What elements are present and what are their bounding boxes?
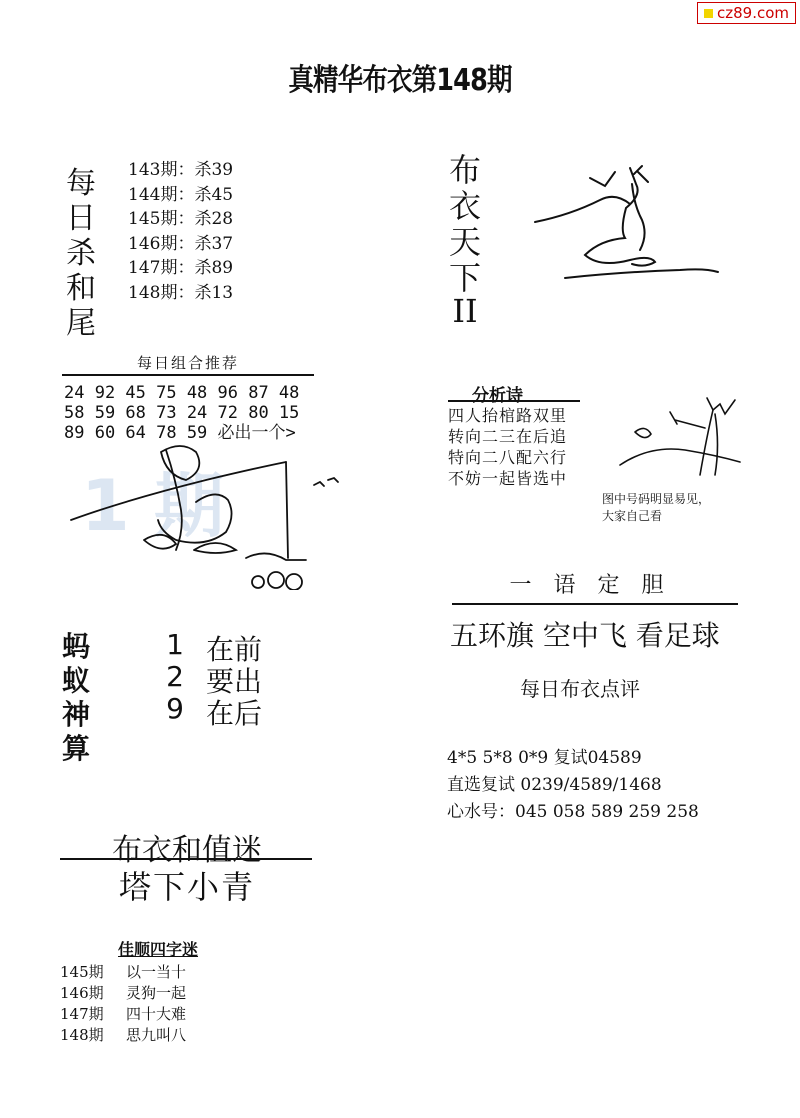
kill-row: 143期：杀39 <box>128 160 234 180</box>
poem-line: 特向二八配六行 <box>448 448 568 467</box>
watermark-text: cz89.com <box>716 4 789 22</box>
site-watermark <box>697 2 796 24</box>
kill-row: 147期：杀89 <box>128 258 234 278</box>
bird-branch-illustration <box>530 160 730 295</box>
combo-row: 24 92 45 75 48 96 87 48 <box>64 383 300 403</box>
daily-kill-heading: 每日杀和尾 <box>66 166 96 341</box>
watermark-square-icon <box>704 9 713 18</box>
ant-calc-heading: 蚂蚁神算 <box>62 630 91 765</box>
poem-line: 四人抬棺路双里 <box>448 406 568 425</box>
buyi-tianxia-heading: 布衣天下 <box>448 151 481 297</box>
four-char-row: 146期 灵狗一起 <box>60 984 187 1002</box>
kill-row: 148期：杀13 <box>128 282 234 303</box>
ant-calc-row: 2 要出 <box>166 660 263 698</box>
four-char-row: 148期 思九叫八 <box>60 1026 187 1044</box>
poem-divider <box>448 400 580 402</box>
four-char-row: 147期 四十大难 <box>60 1005 187 1023</box>
one-phrase-answer: 五环旗 空中飞 看足球 <box>450 619 720 652</box>
buyi-tianxia-block <box>448 151 482 330</box>
riddle-title: 布衣和值迷 <box>112 833 262 868</box>
one-phrase-heading: 一语定胆 <box>509 573 686 598</box>
daily-combo-numbers <box>64 383 299 443</box>
riddle-divider <box>60 858 312 860</box>
poem-line: 转向二三在后追 <box>448 427 568 446</box>
kill-row: 146期：杀37 <box>128 233 234 254</box>
kill-row: 145期：杀28 <box>128 209 234 229</box>
daily-combo-heading: 每日组合推荐 <box>62 352 314 376</box>
analysis-poem-heading: 分析诗 <box>472 386 523 406</box>
four-char-row: 145期 以一当十 <box>60 963 187 981</box>
review-line: 4*5 5*8 0*9 复试04589 <box>447 748 642 768</box>
daily-kill-list <box>128 158 233 305</box>
four-char-list <box>60 962 186 1046</box>
buyi-tianxia-numeral: II <box>452 292 478 330</box>
poem-line: 不妨一起皆选中 <box>448 469 568 488</box>
combo-row: 58 59 68 73 24 72 80 15 <box>64 403 300 423</box>
poem-note: 图中号码明显易见， 大家自己看 <box>602 492 711 523</box>
combo-row: 89 60 64 78 59 必出一个> <box>64 423 296 443</box>
daily-review-codes <box>447 745 699 826</box>
ant-calc-row: 1 在前 <box>166 628 263 666</box>
review-line: 直选复试 0239/4589/1468 <box>447 775 662 795</box>
ant-calc-row: 9 在后 <box>166 692 263 730</box>
one-phrase-divider <box>452 603 738 605</box>
analysis-poem <box>448 405 567 489</box>
four-char-heading: 佳顺四字迷 <box>118 940 199 959</box>
stick-figure-illustration <box>615 390 745 485</box>
daily-review-heading: 每日布衣点评 <box>520 677 640 701</box>
kill-row: 144期：杀45 <box>128 184 234 205</box>
rooster-tree-illustration <box>66 440 356 590</box>
review-line: 心水号：045 058 589 259 258 <box>447 802 699 822</box>
page-title: 真精华布衣第148期 <box>288 63 512 98</box>
riddle-answer: 塔下小青 <box>118 868 255 906</box>
svg-text:1 期: 1 期 <box>81 465 225 547</box>
